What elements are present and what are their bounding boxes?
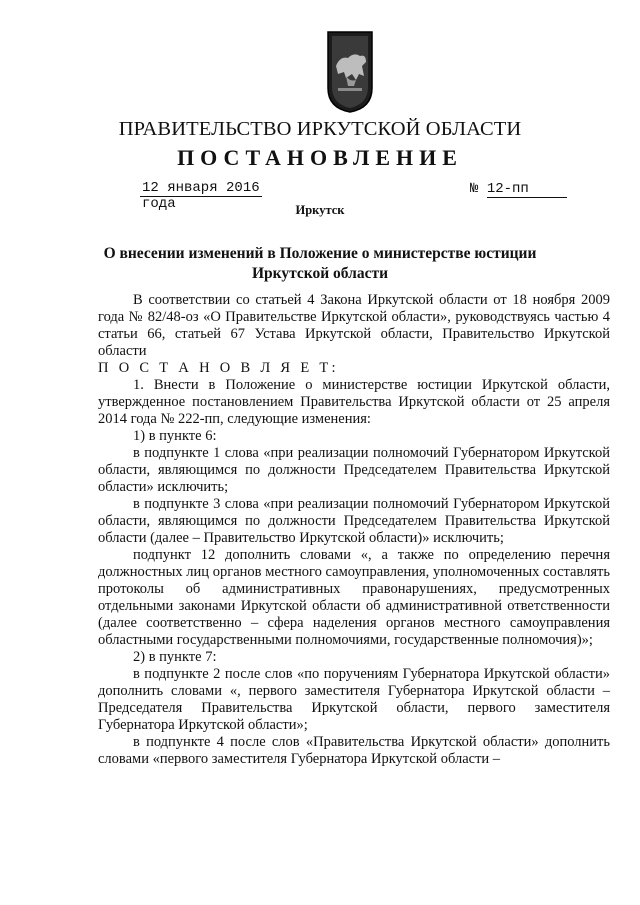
document-title: О внесении изменений в Положение о министерстве юстиции Иркутской области — [103, 245, 537, 282]
amendment-paragraph: в подпункте 1 слова «при реализации полномочий Губернатором Иркутской области, являющимся по должности Председателем Правительства Иркутской области» исключить; — [98, 445, 610, 495]
coat-of-arms-emblem — [326, 30, 374, 114]
preamble-paragraph: В соответствии со статьей 4 Закона Иркутской области от 18 ноября 2009 года № 82/48-оз «О Правительстве Иркутской области», руководствуясь частью 4 статьи 66, статьей 67 Устава Иркутской области, Правительство Иркутской области — [98, 292, 610, 359]
organization-name: ПРАВИТЕЛЬСТВО ИРКУТСКОЙ ОБЛАСТИ — [118, 118, 522, 140]
amendment-paragraph: в подпункте 4 после слов «Правительства Иркутской области» дополнить словами «первого заместителя Губернатора Иркутской области – — [98, 734, 610, 767]
document-body — [98, 292, 610, 768]
amendment-paragraph: в подпункте 2 после слов «по поручениям Губернатора Иркутской области» дополнить словами «, первого заместителя Губернатора Иркутской области – Председателя Правительства Иркутской области, первого заместителя Губернатора Иркутской области»; — [98, 666, 610, 733]
subitem-1-paragraph: 1) в пункте 6: — [133, 428, 217, 444]
document-type: ПОСТАНОВЛЕНИЕ — [177, 145, 463, 170]
subitem-2-paragraph: 2) в пункте 7: — [133, 649, 217, 665]
city-name: Иркутск — [295, 203, 345, 217]
amendment-paragraph: в подпункте 3 слова «при реализации полномочий Губернатором Иркутской области, являющимся по должности Председателем Правительства Иркутской области (далее – Правительство Иркутской области)» исключить; — [98, 496, 610, 546]
number-value: 12-пп — [487, 181, 567, 198]
number-sign: № — [470, 181, 479, 197]
item-1-paragraph: 1. Внести в Положение о министерстве юстиции Иркутской области, утвержденное постановлением Правительства Иркутской области от 25 апреля 2014 года № 222-пп, следующие изменения: — [98, 377, 610, 427]
document-number — [470, 181, 582, 198]
decree-word: П О С Т А Н О В Л Я Е Т: — [98, 360, 339, 376]
date-value: 12 января 2016 — [142, 180, 260, 196]
year-word: года — [142, 196, 176, 212]
amendment-paragraph: подпункт 12 дополнить словами «, а также по определению перечня должностных лиц органов местного самоуправления, уполномоченных составлять протоколы об административных правонарушениях, предусмотренных отдельными законами Иркутской области об административной ответственности (далее соответственно – сфера наделения органов местного самоуправления областными государственными полномочиями, государственные полномочия)»; — [98, 547, 610, 648]
